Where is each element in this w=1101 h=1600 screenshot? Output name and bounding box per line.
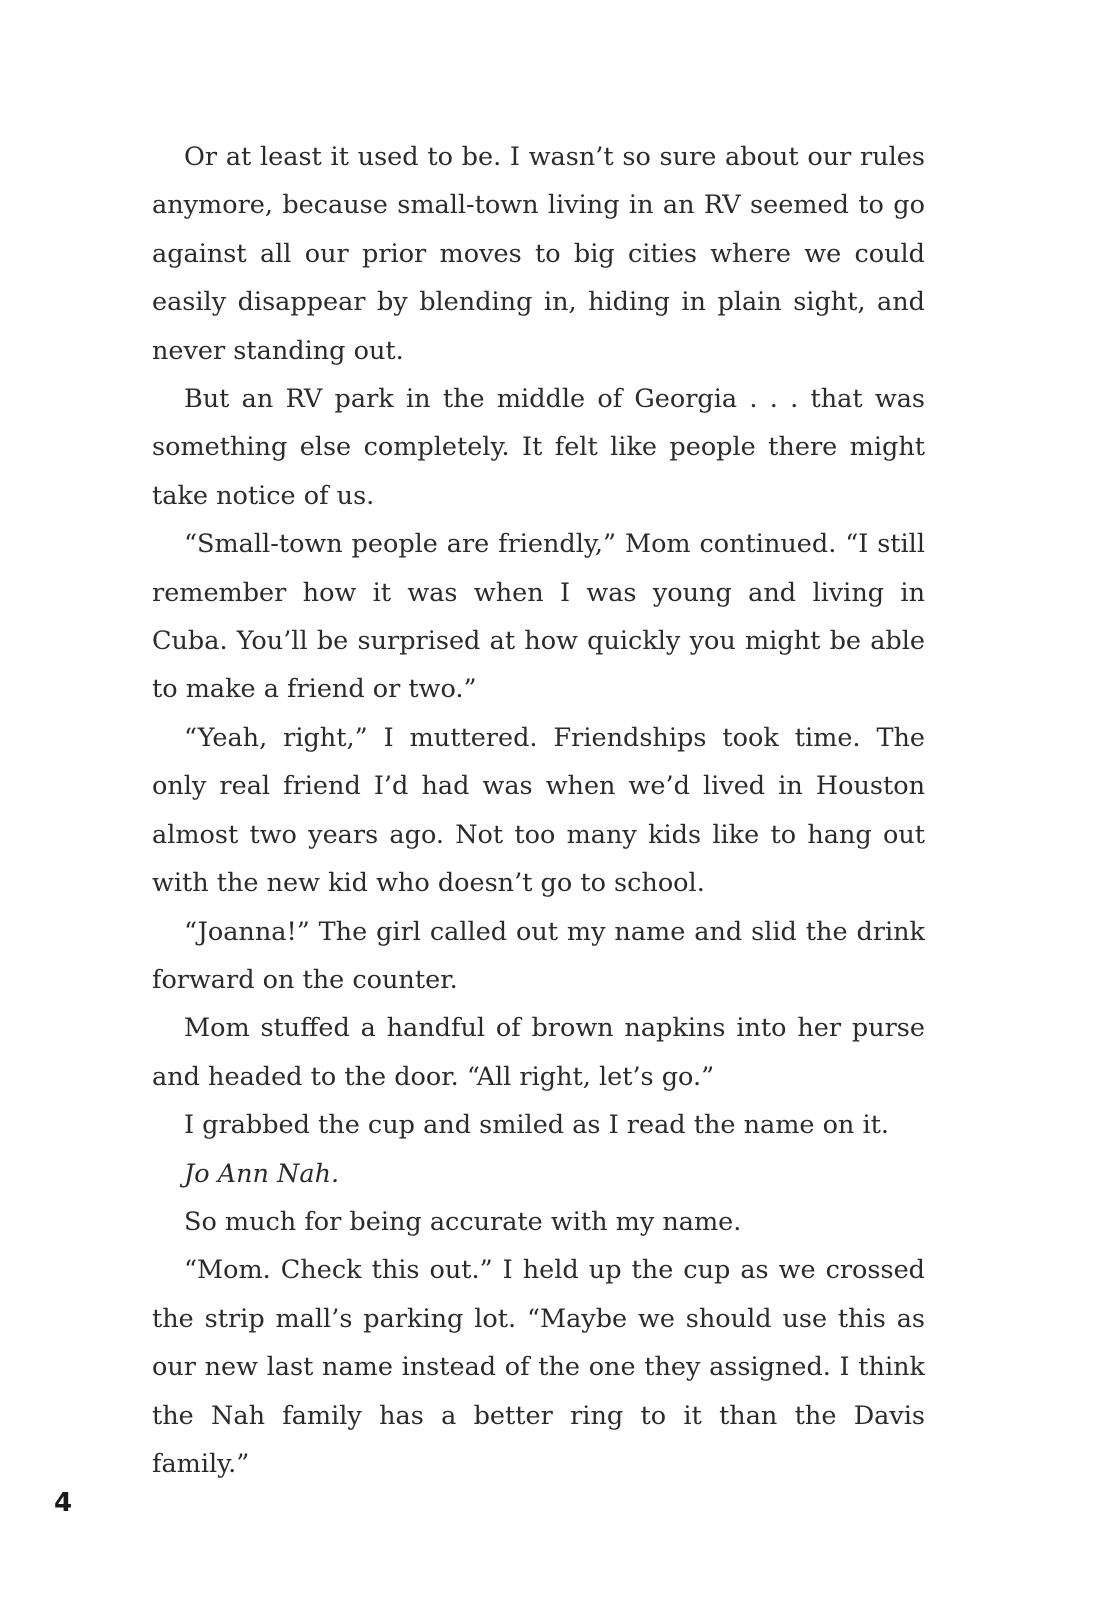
paragraph: “Joanna!” The girl called out my name and slid the drink forward on the counter. bbox=[152, 916, 925, 995]
paragraph: But an RV park in the middle of Georgia . . . that was something else completely. It felt like people there might take notice of us. bbox=[152, 384, 925, 511]
paragraph: “Mom. Check this out.” I held up the cup as we crossed the strip mall’s parking lot. “Maybe we should use this as our new last name instead of the one they assigned. I think the Nah family has a better ring to it than the Davis family.” bbox=[152, 1255, 925, 1479]
page-number: 4 bbox=[54, 1488, 73, 1518]
paragraph: “Small-town people are friendly,” Mom continued. “I still remember how it was when I was young and living in Cuba. You’ll be surprised at how quickly you might be able to make a friend or two.” bbox=[152, 529, 925, 705]
paragraph: So much for being accurate with my name. bbox=[184, 1206, 742, 1237]
paragraph: Or at least it used to be. I wasn’t so sure about our rules anymore, because small-town living in an RV seemed to go against all our prior moves to big cities where we could easily disappear by blending in, hiding in plain sight, and never standing out. bbox=[152, 142, 925, 366]
body-text bbox=[152, 133, 925, 1488]
paragraph: I grabbed the cup and smiled as I read the name on it. bbox=[184, 1110, 889, 1141]
paragraph: “Yeah, right,” I muttered. Friendships took time. The only real friend I’d had was when we’d lived in Houston almost two years ago. Not too many kids like to hang out with the new kid who doesn’t go to school. bbox=[152, 722, 925, 899]
paragraph: Mom stuffed a handful of brown napkins into her purse and headed to the door. “All right, let’s go.” bbox=[152, 1013, 925, 1092]
paragraph-italic: Jo Ann Nah. bbox=[184, 1158, 340, 1189]
